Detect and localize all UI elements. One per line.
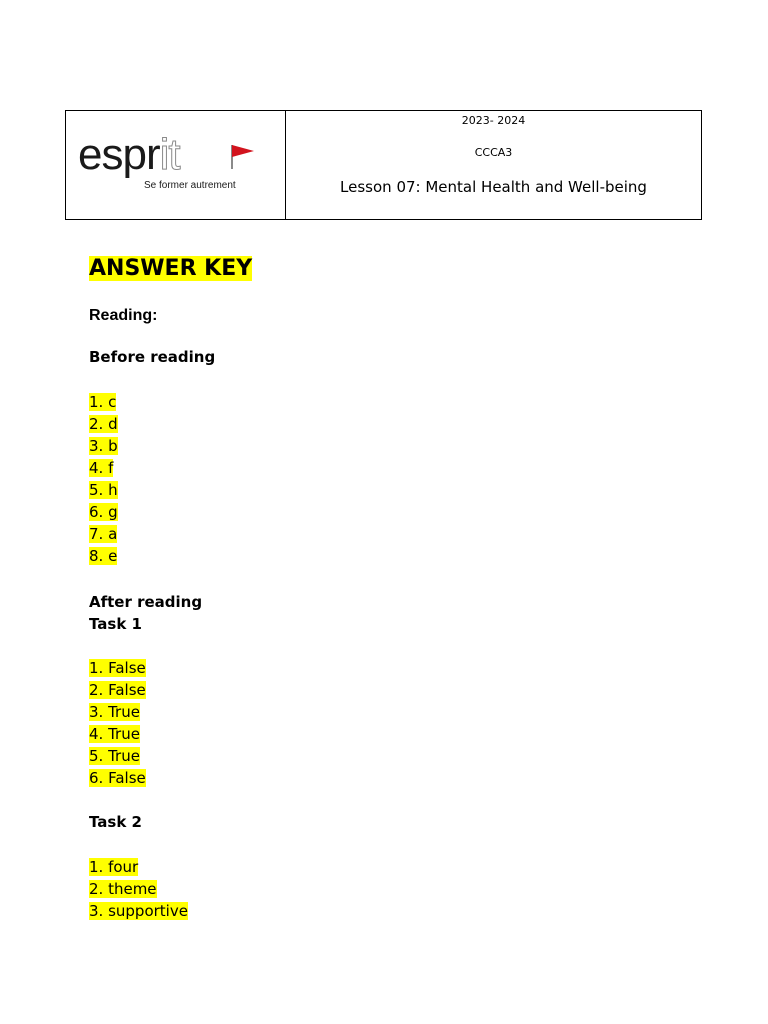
- answer-text: 3. supportive: [89, 902, 188, 920]
- answer-text: 2. d: [89, 415, 118, 433]
- header-table: [65, 110, 702, 220]
- answer-text: 3. b: [89, 437, 118, 455]
- answer-text: 7. a: [89, 525, 118, 543]
- logo-cell: [66, 111, 286, 219]
- page-title: [89, 254, 252, 284]
- answer-item: [89, 900, 188, 922]
- answer-item: [89, 391, 118, 413]
- task1-heading: Task 1: [89, 615, 142, 633]
- answer-text: 8. e: [89, 547, 118, 565]
- academic-year: 2023- 2024: [461, 114, 526, 127]
- answer-text: 6. False: [89, 769, 146, 787]
- answer-item: [89, 479, 118, 501]
- task2-heading: Task 2: [89, 813, 142, 831]
- answer-item: [89, 745, 146, 767]
- answer-item: [89, 457, 118, 479]
- task1-answers: [89, 657, 146, 789]
- answer-item: [89, 701, 146, 723]
- section-heading-reading: Reading:: [89, 307, 158, 324]
- page-title-text: ANSWER KEY: [89, 256, 253, 281]
- info-cell: [286, 111, 701, 219]
- answer-text: 1. False: [89, 659, 146, 677]
- answer-item: [89, 435, 118, 457]
- esprit-logo: [78, 130, 258, 193]
- logo-wordmark: esprit: [78, 130, 180, 179]
- answer-text: 5. h: [89, 481, 118, 499]
- answer-text: 2. False: [89, 681, 146, 699]
- before-reading-answers: [89, 391, 118, 567]
- answer-text: 3. True: [89, 703, 140, 721]
- answer-item: [89, 545, 118, 567]
- answer-text: 5. True: [89, 747, 140, 765]
- flag-icon: [232, 145, 254, 157]
- task2-answers: [89, 856, 188, 922]
- answer-text: 6. g: [89, 503, 118, 521]
- lesson-title: Lesson 07: Mental Health and Well-being: [340, 178, 647, 196]
- answer-item: [89, 413, 118, 435]
- answer-item: [89, 723, 146, 745]
- answer-text: 2. theme: [89, 880, 157, 898]
- answer-text: 1. c: [89, 393, 117, 411]
- answer-item: [89, 878, 188, 900]
- before-reading-heading: Before reading: [89, 348, 216, 366]
- after-reading-heading: After reading: [89, 593, 203, 611]
- answer-item: [89, 679, 146, 701]
- course-code: CCCA3: [474, 146, 513, 159]
- answer-item: [89, 523, 118, 545]
- logo-tagline: Se former autrement: [144, 180, 236, 191]
- answer-item: [89, 657, 146, 679]
- answer-text: 4. True: [89, 725, 140, 743]
- answer-text: 1. four: [89, 858, 139, 876]
- answer-item: [89, 767, 146, 789]
- answer-text: 4. f: [89, 459, 114, 477]
- answer-item: [89, 501, 118, 523]
- answer-item: [89, 856, 188, 878]
